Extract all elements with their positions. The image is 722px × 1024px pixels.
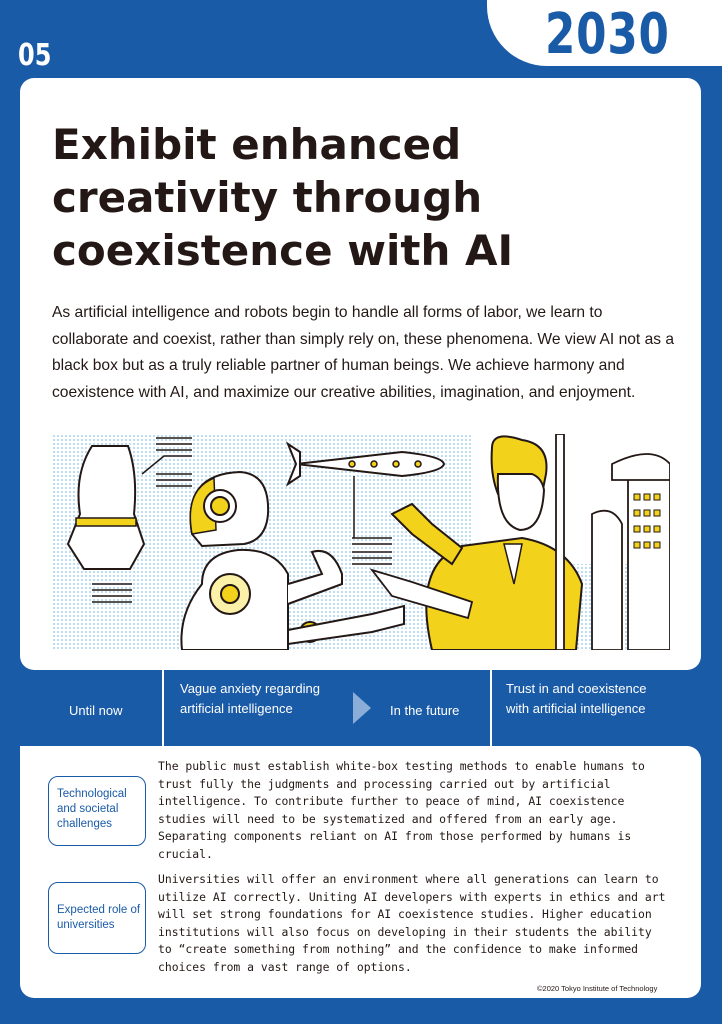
copyright: ©2020 Tokyo Institute of Technology [537, 984, 658, 993]
divider [162, 670, 164, 746]
illustration-robot-and-man [52, 434, 670, 650]
tag-universities [48, 882, 146, 954]
future-panel [380, 670, 702, 746]
page-title: Exhibit enhanced creativity through coexistence with AI [52, 120, 514, 275]
tag-challenges-label: Technological and societal challenges [57, 788, 127, 830]
page-number: 05 [18, 38, 52, 73]
until-now-label: Until now [69, 703, 123, 718]
future-label: In the future [390, 703, 460, 718]
year-label: 2030 [545, 2, 670, 67]
until-now-panel [52, 670, 340, 746]
tag-challenges [48, 776, 146, 846]
until-now-text: Vague anxiety regarding artificial intelligence [180, 681, 320, 716]
tag-universities-label: Expected role of universities [57, 904, 141, 931]
intro-paragraph: As artificial intelligence and robots begin to handle all forms of labor, we learn to collaborate and coexist, rather than simply rely on, these phenomena. We view AI not as a black box but as a truly reliable partner of human beings. We achieve harmony and coexistence with AI, and maximize our creative abilities, imagination, and enjoyment. [52, 304, 675, 401]
universities-paragraph: Universities will offer an environment where all generations can learn to utilize AI correctly. Uniting AI developers with experts in ethics and art will set strong foundations for AI coexistence studies. Higher education institutions will also focus on developing in their students the ability to “create something from nothing” and the confidence to make informed choices from a vast range of options. [158, 872, 666, 974]
divider [490, 670, 492, 746]
arrow-right-icon [353, 692, 371, 724]
future-text: Trust in and coexistence with artificial intelligence [506, 681, 647, 716]
challenges-paragraph: The public must establish white-box testing methods to enable humans to trust fully the judgments and processing carried out by artificial intelligence. To contribute further to peace of mind, AI coexistence studies will need to be systematized and offered from an early age. Separating components reliant on AI from those performed by humans is crucial. [158, 759, 645, 861]
